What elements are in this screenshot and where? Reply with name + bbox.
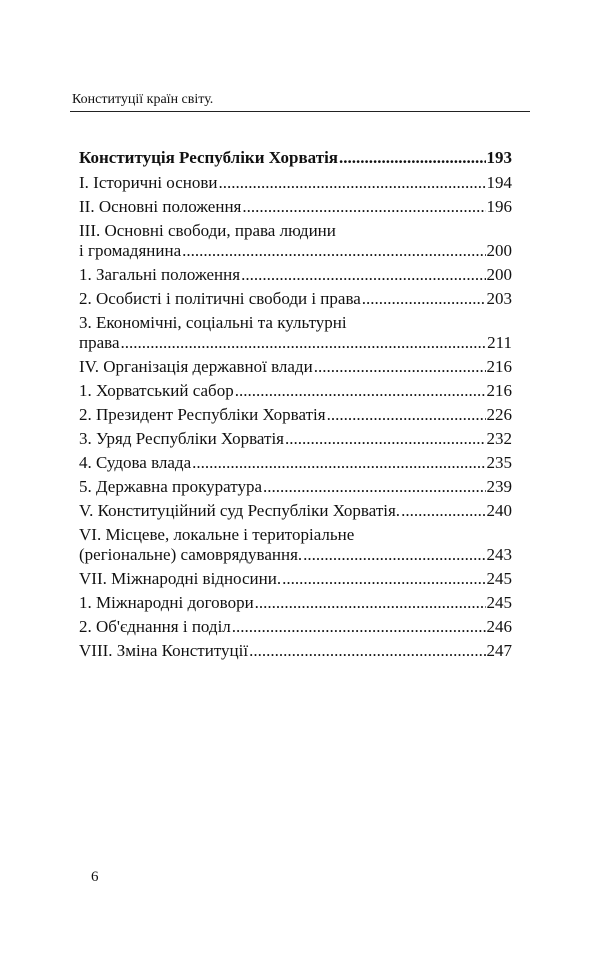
- table-of-contents: [79, 148, 512, 665]
- toc-entry-page: 203: [486, 289, 512, 308]
- toc-entry-title: (регіональне) самоврядування.: [79, 545, 303, 564]
- toc-entry: [79, 357, 512, 377]
- dot-leader: [263, 477, 485, 497]
- toc-entry: [79, 593, 512, 613]
- toc-entry-title: 1. Загальні положення: [79, 265, 241, 284]
- toc-entry-title: VIII. Зміна Конституції: [79, 641, 249, 660]
- dot-leader: [121, 333, 487, 353]
- toc-entry-line: [79, 545, 512, 565]
- toc-entry-line: [79, 429, 512, 449]
- toc-entry-page: 200: [486, 265, 512, 284]
- toc-entry-page: 245: [486, 569, 512, 588]
- toc-entry-line: [79, 173, 512, 193]
- toc-entry-title: 2. Об'єднання і поділ: [79, 617, 231, 636]
- toc-entry-line: [79, 501, 512, 521]
- toc-entry-title: VII. Міжнародні відносини.: [79, 569, 282, 588]
- page-number: 6: [91, 869, 99, 885]
- toc-entry-line: [79, 289, 512, 309]
- toc-entry: [79, 453, 512, 473]
- dot-leader: [242, 197, 485, 217]
- toc-entry-page: 211: [487, 333, 512, 352]
- toc-entry-page: 200: [486, 241, 512, 260]
- toc-entry-line: [79, 569, 512, 589]
- dot-leader: [235, 381, 486, 401]
- toc-entry: [79, 148, 512, 168]
- toc-entry-title: 5. Державна прокуратура: [79, 477, 263, 496]
- dot-leader: [362, 289, 486, 309]
- toc-entry-page: 246: [486, 617, 512, 636]
- toc-entry-page: 247: [486, 641, 512, 660]
- dot-leader: [255, 593, 486, 613]
- toc-entry-title: 3. Уряд Республіки Хорватія: [79, 429, 285, 448]
- running-head: Конституції країн світу.: [72, 92, 214, 107]
- dot-leader: [285, 429, 485, 449]
- toc-entry-title: і громадянина: [79, 241, 182, 260]
- toc-entry-title: I. Історичні основи: [79, 173, 218, 192]
- toc-entry-page: 216: [486, 357, 512, 376]
- toc-entry: [79, 173, 512, 193]
- toc-entry-page: 216: [486, 381, 512, 400]
- toc-entry-line: [79, 197, 512, 217]
- toc-entry-line: [79, 333, 512, 353]
- toc-entry-line: [79, 241, 512, 261]
- toc-entry-title: V. Конституційний суд Республіки Хорватія.: [79, 501, 401, 520]
- toc-entry-page: 245: [486, 593, 512, 612]
- dot-leader: [218, 173, 485, 193]
- toc-entry-page: 194: [486, 173, 512, 192]
- toc-entry-line: [79, 357, 512, 377]
- toc-entry-line: [79, 381, 512, 401]
- toc-entry-line: [79, 265, 512, 285]
- toc-entry-title: права: [79, 333, 120, 352]
- toc-entry: [79, 405, 512, 425]
- toc-entry-title-line: 3. Економічні, соціальні та культурні: [79, 313, 347, 332]
- toc-entry-title: 2. Президент Республіки Хорватія: [79, 405, 326, 424]
- toc-entry-title: IV. Організація державної влади: [79, 357, 313, 376]
- toc-entry: [79, 617, 512, 637]
- toc-entry-title: 1. Хорватський сабор: [79, 381, 234, 400]
- toc-entry-line: [79, 593, 512, 613]
- toc-entry-page: 243: [486, 545, 512, 564]
- dot-leader: [401, 501, 485, 521]
- dot-leader: [192, 453, 485, 473]
- dot-leader: [327, 405, 486, 425]
- dot-leader: [182, 241, 485, 261]
- toc-entry-page: 232: [486, 429, 512, 448]
- dot-leader: [249, 641, 485, 661]
- toc-entry-title: 2. Особисті і політичні свободи і права: [79, 289, 361, 308]
- toc-entry: [79, 569, 512, 589]
- toc-entry-title: 4. Судова влада: [79, 453, 192, 472]
- toc-entry-title: 1. Міжнародні договори: [79, 593, 254, 612]
- toc-entry-line: [79, 405, 512, 425]
- toc-entry: [79, 641, 512, 661]
- toc-entry-title-line: III. Основні свободи, права людини: [79, 221, 336, 240]
- toc-entry: [79, 525, 512, 565]
- toc-entry-page: 196: [486, 197, 512, 216]
- toc-entry-title: Конституція Республіки Хорватія: [79, 148, 338, 167]
- toc-entry: [79, 477, 512, 497]
- toc-entry-page: 240: [486, 501, 512, 520]
- toc-entry-line: [79, 617, 512, 637]
- dot-leader: [339, 148, 486, 168]
- dot-leader: [241, 265, 485, 285]
- toc-entry: [79, 197, 512, 217]
- toc-entry: [79, 221, 512, 261]
- toc-entry-page: 193: [486, 148, 512, 167]
- toc-entry: [79, 429, 512, 449]
- toc-entry-page: 239: [486, 477, 512, 496]
- dot-leader: [282, 569, 485, 589]
- dot-leader: [314, 357, 486, 377]
- toc-entry-page: 226: [486, 405, 512, 424]
- toc-entry-line: [79, 641, 512, 661]
- toc-entry: [79, 313, 512, 353]
- toc-entry: [79, 381, 512, 401]
- toc-entry-title: II. Основні положення: [79, 197, 242, 216]
- toc-entry: [79, 289, 512, 309]
- toc-entry-page: 235: [486, 453, 512, 472]
- header-divider: [70, 111, 530, 112]
- toc-entry: [79, 265, 512, 285]
- toc-entry-line: [79, 148, 512, 168]
- toc-entry: [79, 501, 512, 521]
- toc-entry-title-line: VI. Місцеве, локальне і територіальне: [79, 525, 355, 544]
- toc-entry-line: [79, 453, 512, 473]
- toc-entry-line: [79, 477, 512, 497]
- dot-leader: [232, 617, 486, 637]
- dot-leader: [303, 545, 485, 565]
